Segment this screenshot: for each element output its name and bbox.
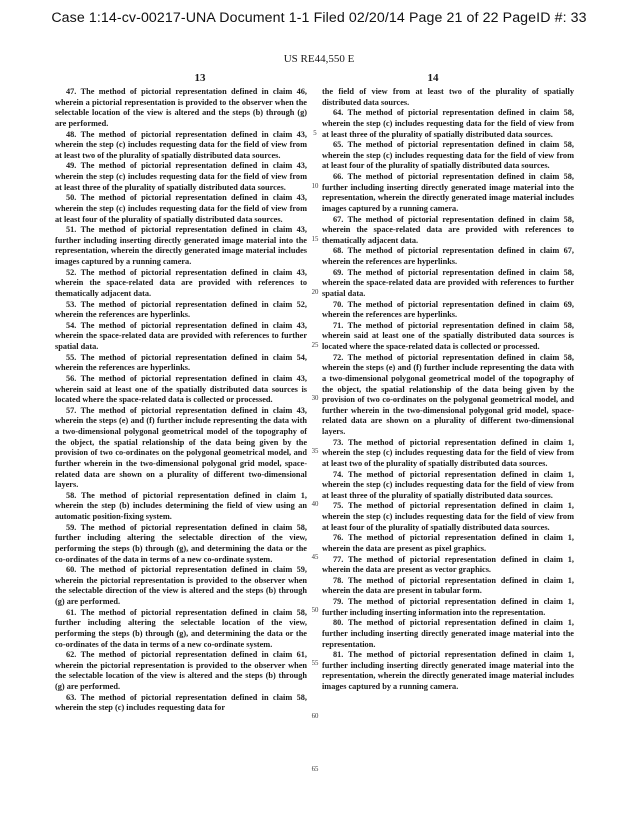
line-number: 15 [311,236,319,243]
line-number: 25 [311,342,319,349]
claim-paragraph: 70. The method of pictorial representation defined in claim 69, wherein the references are hyperlinks. [322,299,574,320]
claim-paragraph: 56. The method of pictorial representation defined in claim 43, wherein said at least one of the spatially distributed data sources is located where the space-related data is collected or processed. [55,373,307,405]
claim-paragraph: 79. The method of pictorial representation defined in claim 1, further including inserting information into the representation. [322,597,574,617]
claim-paragraph: 81. The method of pictorial representation defined in claim 1, further including inserting directly generated image material into the representation, wherein the directly generated image material includes images captured by a running camera. [322,650,574,691]
claim-paragraph: 80. The method of pictorial representation defined in claim 1, further including inserting directly generated image material into the representation. [322,618,574,649]
claim-paragraph: 71. The method of pictorial representation defined in claim 58, wherein said at least one of the spatially distributed data sources is located where the space-related data is collected or processed. [322,320,574,351]
claim-paragraph: 68. The method of pictorial representation defined in claim 67, wherein the references are hyperlinks. [322,246,574,266]
page-number-right: 14 [427,72,439,84]
line-number: 55 [311,660,319,667]
patent-number: US RE44,550 E [283,53,355,65]
claim-paragraph: 47. The method of pictorial representation defined in claim 46, wherein a pictorial representation is provided to the observer when the selectable location of the view is altered and the steps (b) through (g) are performed. [55,87,307,128]
claim-paragraph: 52. The method of pictorial representation defined in claim 43, wherein the space-related data are provided with references to thematically adjacent data. [55,267,307,298]
claim-paragraph: 77. The method of pictorial representation defined in claim 1, wherein the data are present as vector graphics. [322,554,574,575]
claim-paragraph: 72. The method of pictorial representation defined in claim 58, wherein the steps (e) and (f) further include representing the data with a two-dimensional polygonal geometrical model of the topography of the object, the spatial relationship of the data being given by the provision of two co-ordinates on the polygonal geometrical model, and further wherein in the two-dimensional polygonal grid model, space-related data are shown on a plurality of different two-dimensional layers. [322,352,574,436]
claim-paragraph: 67. The method of pictorial representation defined in claim 58, wherein the space-related data are provided with references to thematically adjacent data. [322,214,574,245]
line-number: 40 [311,501,319,508]
claim-paragraph: 55. The method of pictorial representation defined in claim 54, wherein the references are hyperlinks. [55,352,307,373]
line-number: 45 [311,554,319,561]
claim-paragraph: 48. The method of pictorial representation defined in claim 43, wherein the step (c) includes requesting data for the field of view from at least two of the plurality of spatially distributed data sources. [55,129,307,160]
court-filing-header: Case 1:14-cv-00217-UNA Document 1-1 Filed 02/20/14 Page 21 of 22 PageID #: 33 [51,10,587,26]
line-number: 30 [311,395,319,402]
line-number: 65 [311,766,319,773]
left-column [55,87,307,714]
claim-paragraph: 64. The method of pictorial representation defined in claim 58, wherein the step (c) includes requesting data for the field of view from at least three of the plurality of spatially distributed data sources. [322,108,574,139]
claim-paragraph: 75. The method of pictorial representation defined in claim 1, wherein the step (c) includes requesting data for the field of view from at least four of the plurality of spatially distributed data sources. [322,501,574,532]
line-number: 20 [311,289,319,296]
claim-paragraph: 74. The method of pictorial representation defined in claim 1, wherein the step (c) includes requesting data for the field of view from at least three of the plurality of spatially distributed data sources. [322,469,574,500]
line-number: 35 [311,448,319,455]
claim-paragraph: 69. The method of pictorial representation defined in claim 58, wherein the space-related data are provided with references to further spatial data. [322,267,574,298]
claim-paragraph: 65. The method of pictorial representation defined in claim 58, wherein the step (c) includes requesting data for the field of view from at least four of the plurality of spatially distributed data sources. [322,140,574,171]
right-column [322,87,574,693]
line-number: 5 [313,130,317,137]
claim-paragraph: 61. The method of pictorial representation defined in claim 58, further including altering the selectable location of the view, performing the steps (b) through (g), and determining the data or the co-ordinates of the data in terms of a new co-ordinate system. [55,607,307,649]
claim-continuation: the field of view from at least two of the plurality of spatially distributed data sources. [322,87,574,107]
claim-paragraph: 73. The method of pictorial representation defined in claim 1, wherein the step (c) includes requesting data for the field of view from at least two of the plurality of spatially distributed data sources. [322,437,574,468]
line-number: 50 [311,607,319,614]
claim-paragraph: 60. The method of pictorial representation defined in claim 59, wherein the pictorial representation is provided to the observer when the selectable direction of the view is altered and the steps (b) through (g) are performed. [55,565,307,606]
claim-paragraph: 57. The method of pictorial representation defined in claim 43, wherein the steps (e) and (f) further include representing the data with a two-dimensional polygonal geometrical model of the topography of the object, the spatial relationship of the data being given by the provision of two co-ordinates on the polygonal geometrical model, and further wherein in the two-dimensional polygonal grid model, space-related data are shown on a plurality of different two-dimensional layers. [55,405,307,490]
claim-paragraph: 51. The method of pictorial representation defined in claim 43, further including inserting directly generated image material into the representation, wherein the directly generated image material includes images captured by a running camera. [55,225,307,266]
line-number: 60 [311,713,319,720]
claim-paragraph: 63. The method of pictorial representation defined in claim 58, wherein the step (c) includes requesting data for [55,692,307,713]
claim-paragraph: 58. The method of pictorial representation defined in claim 1, wherein the step (b) includes determining the field of view using an automatic position-fixing system. [55,490,307,521]
claim-paragraph: 50. The method of pictorial representation defined in claim 43, wherein the step (c) includes requesting data for the field of view from at least four of the plurality of spatially distributed data sources. [55,193,307,224]
claim-paragraph: 78. The method of pictorial representation defined in claim 1, wherein the data are present in tabular form. [322,575,574,596]
line-number: 10 [311,183,319,190]
claim-paragraph: 54. The method of pictorial representation defined in claim 43, wherein the space-related data are provided with references to further spatial data. [55,320,307,351]
claim-paragraph: 76. The method of pictorial representation defined in claim 1, wherein the data are present as pixel graphics. [322,533,574,553]
claim-paragraph: 62. The method of pictorial representation defined in claim 61, wherein the pictorial representation is provided to the observer when the selectable location of the view is altered and the steps (b) through (g) are performed. [55,650,307,691]
page-number-left: 13 [194,72,206,84]
claim-paragraph: 53. The method of pictorial representation defined in claim 52, wherein the references are hyperlinks. [55,299,307,320]
claim-paragraph: 59. The method of pictorial representation defined in claim 58, further including altering the selectable direction of the view, performing the steps (b) through (g), and determining the data or the co-ordinates of the data in terms of a new co-ordinate system. [55,522,307,564]
claim-paragraph: 49. The method of pictorial representation defined in claim 43, wherein the step (c) includes requesting data for the field of view from at least three of the plurality of spatially distributed data sources. [55,161,307,192]
claim-paragraph: 66. The method of pictorial representation defined in claim 58, further including inserting directly generated image material into the representation, wherein the directly generated image material includes images captured by a running camera. [322,172,574,213]
